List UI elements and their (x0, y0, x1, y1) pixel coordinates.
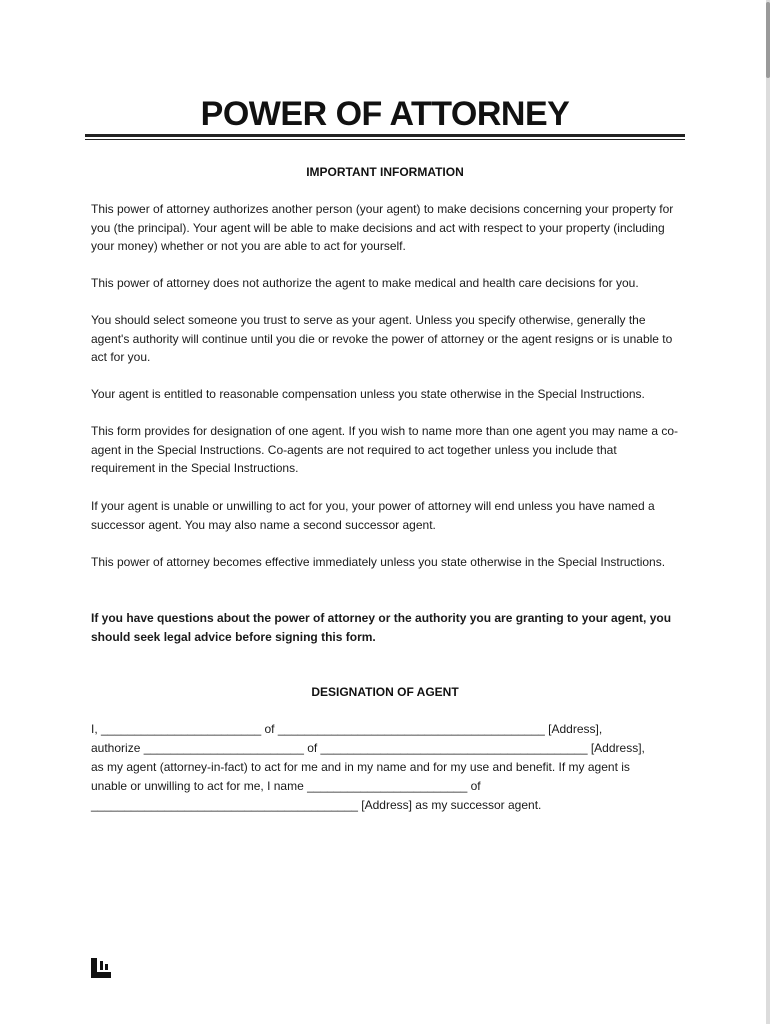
designation-line-3: as my agent (attorney-in-fact) to act for me and in my name and for my use and benefit. If my agent is (91, 760, 630, 774)
brand-logo-icon (91, 958, 111, 978)
designation-line-5: ________________________________________ [Address] as my successor agent. (91, 798, 542, 812)
title-rule-thin (85, 139, 685, 140)
designation-line-2: authorize ________________________ of ________________________________________ [Address], (91, 741, 645, 755)
scrollbar-thumb[interactable] (766, 2, 770, 78)
paragraph-co-agent: This form provides for designation of one agent. If you wish to name more than one agent you may name a co-agent in the Special Instructions. Co-agents are not required to act together unless you include that requirement in the Special Instructions. (91, 424, 678, 476)
paragraph-medical: This power of attorney does not authorize the agent to make medical and health care decisions for you. (91, 276, 639, 290)
vertical-scrollbar[interactable] (766, 0, 770, 1024)
designation-of-agent-heading: DESIGNATION OF AGENT (311, 685, 459, 699)
paragraph-authorization: This power of attorney authorizes another person (your agent) to make decisions concerning your property for you (the principal). Your agent will be able to make decisions and act with respect to your property (including your money) whether or not you are able to act for yourself. (91, 202, 674, 254)
document-title: POWER OF ATTORNEY (200, 95, 570, 133)
designation-line-4: unable or unwilling to act for me, I name ________________________ of (91, 779, 481, 793)
paragraph-successor: If your agent is unable or unwilling to act for you, your power of attorney will end unless you have named a successor agent. You may also name a second successor agent. (91, 499, 655, 532)
paragraph-select-agent: You should select someone you trust to serve as your agent. Unless you specify otherwise, generally the agent's authority will continue until you die or revoke the power of attorney or the agent resigns or is unable to act for you. (91, 313, 673, 365)
important-information-heading: IMPORTANT INFORMATION (306, 165, 464, 179)
title-rule-thick (85, 134, 685, 137)
paragraph-compensation: Your agent is entitled to reasonable compensation unless you state otherwise in the Special Instructions. (91, 387, 645, 401)
paragraph-legal-advice: If you have questions about the power of attorney or the authority you are granting to your agent, you should seek legal advice before signing this form. (91, 611, 672, 644)
designation-line-1: I, ________________________ of ________________________________________ [Address], (91, 722, 603, 736)
paragraph-effective: This power of attorney becomes effective immediately unless you state otherwise in the Special Instructions. (91, 555, 666, 569)
